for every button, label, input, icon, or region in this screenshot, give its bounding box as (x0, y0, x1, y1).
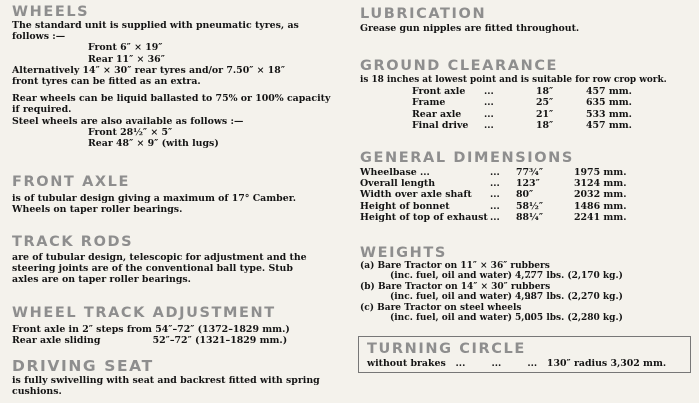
weights-heading: WEIGHTS (360, 245, 447, 261)
general-dimensions-section (360, 150, 695, 223)
driving-seat-line2: cushions. (12, 386, 62, 398)
turning-circle-line1: without brakes ... ... ... 130″ radius 3,302 mm. (367, 358, 667, 369)
wheel-track-heading: WHEEL TRACK ADJUSTMENT (12, 305, 276, 321)
table-row: Frame ... 25″ 635 mm. (412, 97, 632, 109)
table-row: Height of bonnet ... 58½″ 1486 mm. (360, 200, 627, 212)
ground-clearance-table (360, 86, 695, 131)
turning-circle-box (358, 336, 691, 373)
front-axle-line2: Wheels on taper roller bearings. (12, 204, 183, 216)
lubrication-heading: LUBRICATION (360, 6, 487, 22)
ground-clearance-heading: GROUND CLEARANCE (360, 58, 559, 74)
table-row: Final drive ... 18″ 457 mm. (412, 119, 632, 131)
turning-circle-heading: TURNING CIRCLE (367, 341, 526, 357)
list-item: (inc. fuel, oil and water) ... 4,777 lbs. (2,170 kg.) (390, 271, 623, 282)
wheel-track-line2: Rear axle sliding 52″–72″ (1321–1829 mm.) (12, 335, 288, 347)
weights-section (360, 245, 695, 323)
front-axle-line1: is of tubular design giving a maximum of 17° Camber. (12, 193, 297, 204)
wheels-line2: follows :— (12, 31, 66, 43)
ground-clearance-line1: is 18 inches at lowest point and is suitable for row crop work. (360, 75, 667, 85)
wheels-section (12, 4, 352, 149)
table-row: Width over axle shaft ... 80″ 2032 mm. (360, 189, 627, 201)
track-rods-line2: steering joints are of the conventional ball type. Stub (12, 263, 293, 275)
track-rods-line3: axles are on taper roller bearings. (12, 274, 191, 286)
general-dimensions-table (360, 167, 695, 223)
wheels-line1: The standard unit is supplied with pneumatic tyres, as (12, 20, 299, 31)
table-row: Rear axle ... 21″ 533 mm. (412, 108, 632, 120)
weights-c-line1: (c) Bare Tractor on steel wheels (360, 302, 522, 313)
driving-seat-section (12, 358, 352, 397)
ground-clearance-section (360, 58, 695, 131)
wheels-rear: Rear 11″ × 36″ (88, 53, 165, 65)
table-row: Height of top of exhaust ... 88¼″ 2241 mm. (360, 211, 627, 223)
list-item: (inc. fuel, oil and water) ... 4,987 lbs. (2,270 kg.) (390, 292, 623, 303)
front-axle-section (12, 174, 352, 215)
front-axle-heading: FRONT AXLE (12, 174, 131, 190)
table-row: Front axle ... 18″ 457 mm. (412, 86, 632, 98)
wheels-alt1: Alternatively 14″ × 30″ rear tyres and/or 7.50″ × 18″ (12, 64, 286, 76)
wheels-front: Front 6″ × 19″ (88, 42, 163, 54)
wheels-heading: WHEELS (12, 4, 90, 20)
wheel-track-line1: Front axle in 2″ steps from 54″–72″ (1372–1829 mm.) (12, 324, 290, 335)
list-item: (inc. fuel, oil and water) ... 5,005 lbs. (2,280 kg.) (390, 313, 623, 324)
general-dimensions-heading: GENERAL DIMENSIONS (360, 150, 574, 166)
track-rods-heading: TRACK RODS (12, 234, 134, 250)
wheels-ballast2: if required. (12, 104, 72, 116)
wheels-steel: Steel wheels are also available as follows :— (12, 115, 244, 127)
driving-seat-heading: DRIVING SEAT (12, 357, 154, 375)
table-row: Overall length ... 123″ 3124 mm. (360, 178, 627, 190)
driving-seat-line1: is fully swivelling with seat and backrest fitted with spring (12, 375, 320, 386)
wheels-ballast1: Rear wheels can be liquid ballasted to 75% or 100% capacity (12, 93, 331, 105)
weights-b-line1: (b) Bare Tractor on 14″ × 30″ rubbers (360, 281, 551, 292)
lubrication-section (360, 6, 695, 34)
table-row: Wheelbase ... ... 77¾″ 1975 mm. (360, 167, 627, 178)
wheels-steel-front: Front 28½″ × 5″ (88, 126, 173, 138)
weights-a-line1: (a) Bare Tractor on 11″ × 36″ rubbers (360, 261, 550, 271)
wheels-steel-rear: Rear 48″ × 9″ (with lugs) (88, 138, 219, 150)
wheels-alt2: front tyres can be fitted as an extra. (12, 76, 201, 88)
track-rods-line1: are of tubular design, telescopic for adjustment and the (12, 252, 307, 263)
lubrication-line1: Grease gun nipples are fitted throughout. (360, 23, 580, 34)
weights-list (360, 261, 695, 323)
track-rods-section (12, 234, 352, 286)
wheel-track-section (12, 305, 352, 346)
